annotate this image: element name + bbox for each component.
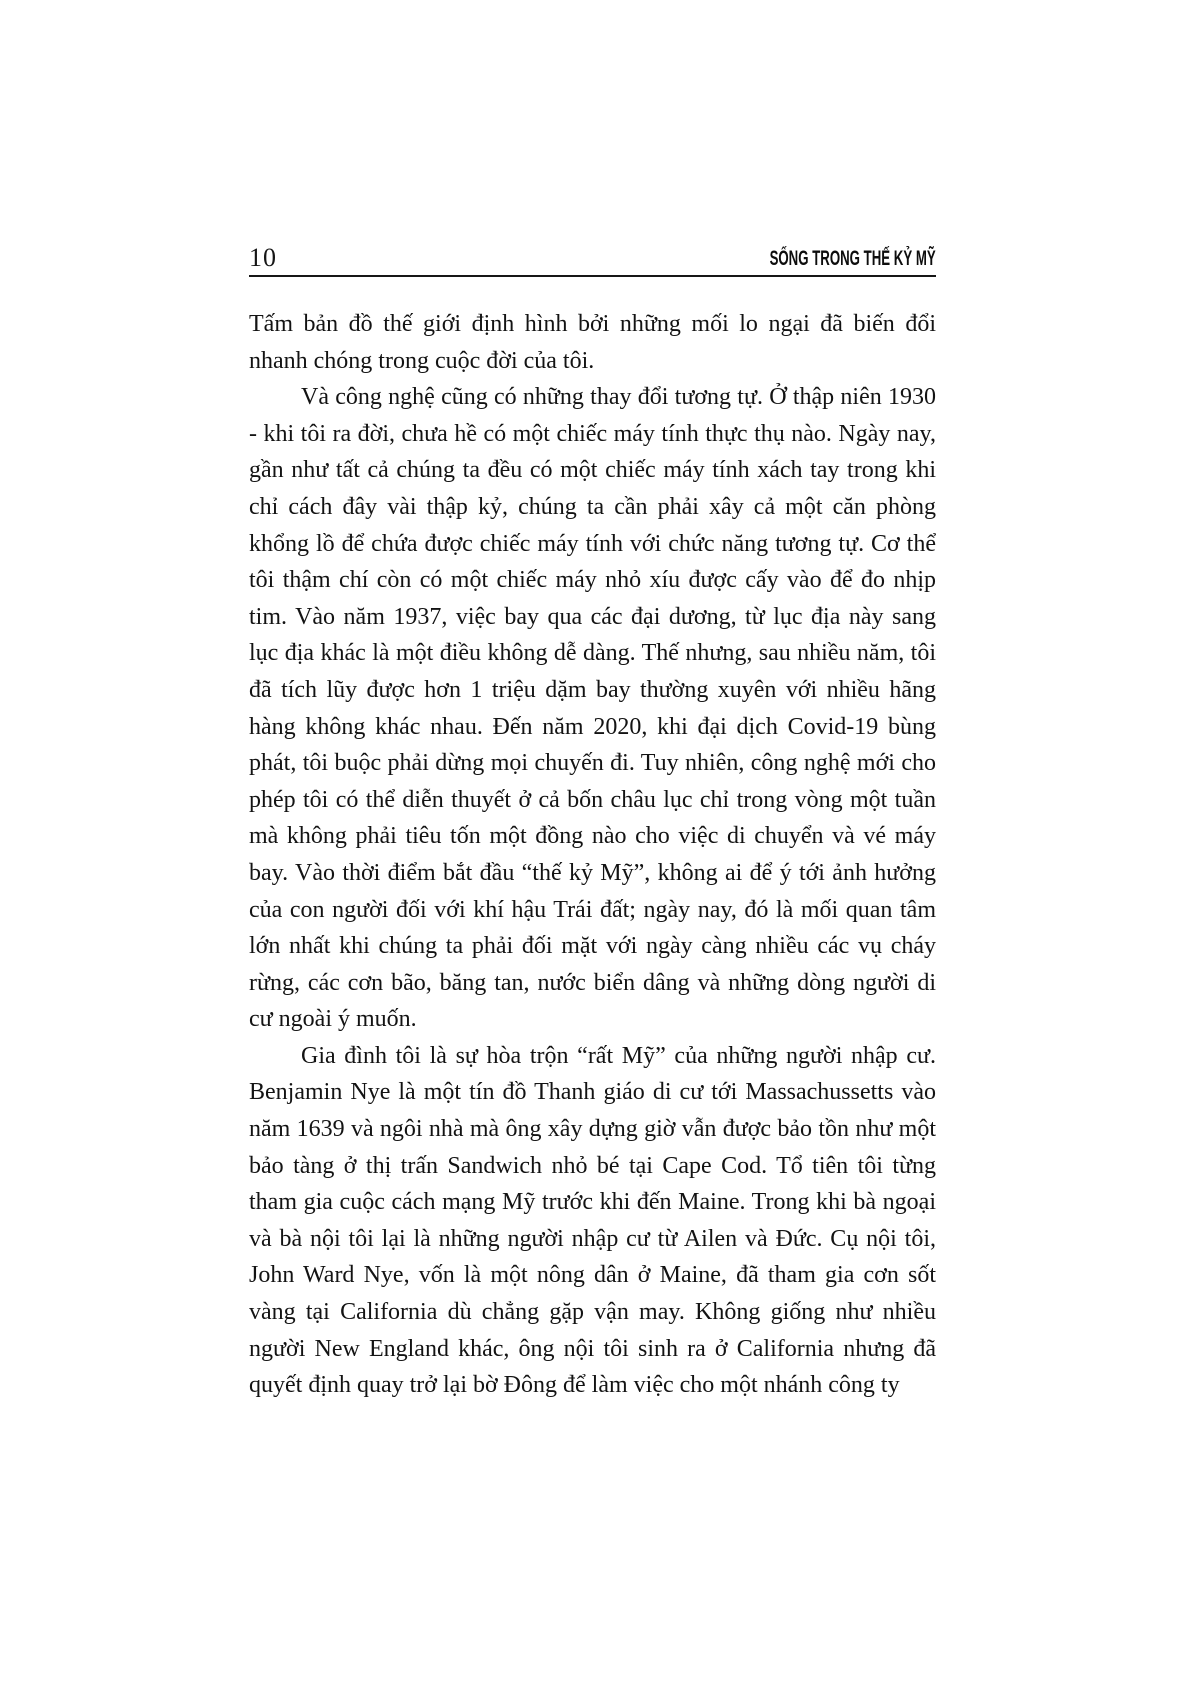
body-text xyxy=(249,306,936,1404)
running-title: SỐNG TRONG THẾ KỶ MỸ xyxy=(769,247,936,270)
paragraph-1: Tấm bản đồ thế giới định hình bởi những mối lo ngại đã biến đổi nhanh chóng trong cuộc đời của tôi. xyxy=(249,311,936,374)
paragraph-3: Gia đình tôi là sự hòa trộn “rất Mỹ” của những người nhập cư. Benjamin Nye là một tín đồ Thanh giáo di cư tới Massachussetts vào năm 1639 và ngôi nhà mà ông xây dựng giờ vẫn được bảo tồn như một bảo tàng ở thị trấn Sandwich nhỏ bé tại Cape Cod. Tổ tiên tôi từng tham gia cuộc cách mạng Mỹ trước khi đến Maine. Trong khi bà ngoại và bà nội tôi lại là những người nhập cư từ Ailen và Đức. Cụ nội tôi, John Ward Nye, vốn là một nông dân ở Maine, đã tham gia cơn sốt vàng tại California dù chẳng gặp vận may. Không giống như nhiều người New England khác, ông nội tôi sinh ra ở California nhưng đã quyết định quay trở lại bờ Đông để làm việc cho một nhánh công ty xyxy=(249,1042,936,1399)
paragraph-2: Và công nghệ cũng có những thay đổi tương tự. Ở thập niên 1930 - khi tôi ra đời, chưa hề có một chiếc máy tính thực thụ nào. Ngày nay, gần như tất cả chúng ta đều có một chiếc máy tính xách tay trong khi chỉ cách đây vài thập kỷ, chúng ta cần phải xây cả một căn phòng khổng lồ để chứa được chiếc máy tính với chức năng tương tự. Cơ thể tôi thậm chí còn có một chiếc máy nhỏ xíu được cấy vào để đo nhịp tim. Vào năm 1937, việc bay qua các đại dương, từ lục địa này sang lục địa khác là một điều không dễ dàng. Thế nhưng, sau nhiều năm, tôi đã tích lũy được hơn 1 triệu dặm bay thường xuyên với nhiều hãng hàng không khác nhau. Đến năm 2020, khi đại dịch Covid-19 bùng phát, tôi buộc phải dừng mọi chuyến đi. Tuy nhiên, công nghệ mới cho phép tôi có thể diễn thuyết ở cả bốn châu lục chỉ trong vòng một tuần mà không phải tiêu tốn một đồng nào cho việc di chuyển và vé máy bay. Vào thời điểm bắt đầu “thế kỷ Mỹ”, không ai để ý tới ảnh hưởng của con người đối với khí hậu Trái đất; ngày nay, đó là mối quan tâm lớn nhất khi chúng ta phải đối mặt với ngày càng nhiều các vụ cháy rừng, các cơn bão, băng tan, nước biển dâng và những dòng người di cư ngoài ý muốn. xyxy=(249,384,936,1033)
running-header xyxy=(249,244,936,277)
page-number: 10 xyxy=(249,243,277,272)
